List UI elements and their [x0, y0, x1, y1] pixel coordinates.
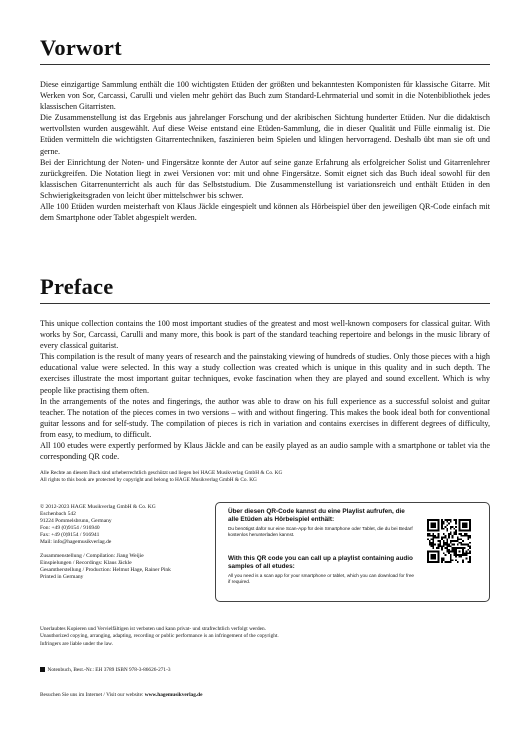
vorwort-rule	[40, 64, 490, 65]
preface-paragraph-2: This compilation is the result of many years of research and the painstaking viewing of hundreds of studies. Only those pieces with a high educational value were selected. In this way a study collection was created which is unique in this quality and in such depth. The exercises illustrate the most important guitar techniques, evoke fascination when they are played and sound excellent. Which is why people like practising them often.	[40, 352, 490, 395]
credit-production: Gesamtherstellung / Production: Helmut Hage, Rainer Pink	[40, 567, 171, 574]
qr-en-title: With this QR code you can call up a playlist containing audio samples of all etudes:	[228, 555, 413, 571]
vorwort-body	[40, 79, 490, 223]
square-bullet-icon	[40, 667, 45, 672]
credit-compilation: Zusammenstellung / Compilation: Jiang Weijie	[40, 553, 144, 560]
publisher-copyright: © 2012-2023 HAGE Musikverlag GmbH & Co. KG	[40, 504, 156, 510]
preface-heading: Preface	[40, 274, 114, 299]
publisher-street: Eschenbach 542	[40, 511, 76, 518]
website-line	[40, 692, 202, 699]
publisher-phone: Fon: +49 (0)9154 / 916940	[40, 525, 100, 532]
publisher-city: 91224 Pommelsbrunn, Germany	[40, 518, 112, 525]
catalog-line	[40, 667, 171, 674]
rights-notice	[40, 470, 495, 485]
visit-text: Besuchen Sie uns im Internet / Visit our website:	[40, 692, 144, 698]
catalog-text: Notenbuch, Best.-Nr.: EH 3789 ISBN 978-3-86626-271-3	[47, 667, 171, 674]
website-link[interactable]: www.hagemusikverlag.de	[144, 692, 203, 698]
copy-warning-en: Unauthorized copying, arranging, adapting, recording or public performance is an infringement of the copyright.	[40, 633, 279, 640]
copy-warning-de: Unerlaubtes Kopieren und Vervielfältigen ist verboten und kann privat- und strafrechtlich verfolgt werden.	[40, 626, 266, 632]
preface-paragraph-3: In the arrangements of the notes and fingerings, the author was able to draw on his full experience as a successful soloist and guitar teacher. The notation of the pieces comes in two versions – with and without fingering. This makes the book ideal both for conventional guitar lessons and for self-study. The compilation of pieces is rich in variation and contains exercises in different degrees of difficulty, from easy, to medium, to difficult.	[40, 396, 490, 439]
qr-playlist-box	[215, 502, 490, 602]
copy-warning-liable: Infringers are liable under the law.	[40, 640, 113, 647]
vorwort-paragraph-2: Die Zusammenstellung ist das Ergebnis aus jahrelanger Forschung und der akribischen Sichtung hunderter Etüden. Nur die didaktisch wertvollsten wurden ausgewählt. Auf diese Weise entstand eine Etüden-Sammlung, die in dieser Qualität und Fülle einmalig ist. Die Etüden vermitteln die wichtigsten Gitarrentechniken, faszinieren beim Spielen und klingen hervorragend. Deshalb übt man sie oft und gerne.	[40, 113, 490, 156]
rights-de: Alle Rechte an diesem Buch sind urheberrechtlich geschützt und liegen bei HAGE Musikverlag GmbH & Co. KG	[40, 470, 283, 476]
vorwort-paragraph-3: Bei der Einrichtung der Noten- und Fingersätze konnte der Autor auf seine ganze Erfahrung als erfolgreicher Solist und Gitarrenlehrer zurückgreifen. Die Notation liegt in zwei Versionen vor: mit und ohne Fingersätze. Somit eignet sich das Buch ideal sowohl für den klassischen Gitarrenunterricht als auch für das Selbststudium. Die Zusammenstellung ist variationsreich und enthält Etüden in den Schwierigkeitsgraden von leicht über mittelschwer bis schwer.	[40, 157, 490, 200]
qr-en-subtitle: All you need is a scan app for your smartphone or tablet, which you can download for free if required.	[228, 573, 415, 585]
publisher-info	[40, 504, 210, 581]
vorwort-paragraph-1: Diese einzigartige Sammlung enthält die 100 wichtigsten Etüden der größten und bekanntesten Komponisten für klassische Gitarre. Mit Werken von Sor, Carcassi, Carulli und vielen mehr gehört das Buch zum Standard-Lehrmaterial und somit in die Notenbibliothek jedes klassischen Gitarristen.	[40, 80, 490, 112]
credit-recordings: Einspielungen / Recordings: Klaus Jäckle	[40, 560, 132, 567]
preface-paragraph-1: This unique collection contains the 100 most important studies of the greatest and most well-known composers for classical guitar. With works by Sor, Carcassi, Carulli and many more, this book is part of the standard teaching repertoire and belongs in the music library of every classical guitarist.	[40, 319, 490, 351]
vorwort-heading: Vorwort	[40, 35, 122, 60]
publisher-mail: Mail: info@hagemusikverlag.de	[40, 539, 112, 546]
qr-de-subtitle: Du benötigst dafür nur eine Scan-App für dein Smartphone oder Tablet, die du bei Bedarf kostenlos herunterladen kannst.	[228, 526, 413, 538]
copy-warning	[40, 626, 495, 648]
printed-in: Printed in Germany	[40, 574, 84, 581]
preface-paragraph-4: All 100 etudes were expertly performed by Klaus Jäckle and can be easily played as an audio sample with a smartphone or tablet via the corresponding QR code.	[40, 441, 490, 462]
qr-code-icon[interactable]	[427, 519, 471, 563]
publisher-fax: Fax: +49 (0)9154 / 916941	[40, 532, 100, 539]
rights-en: All rights to this book are protected by copyright and belong to HAGE Musikverlag GmbH & Co. KG	[40, 477, 257, 484]
preface-body	[40, 318, 490, 462]
vorwort-paragraph-4: Alle 100 Etüden wurden meisterhaft von Klaus Jäckle eingespielt und können als Hörbeispiel über den jeweiligen QR-Code einfach mit dem Smartphone oder Tablet abgespielt werden.	[40, 202, 490, 223]
preface-rule	[40, 303, 490, 304]
qr-de-title: Über diesen QR-Code kannst du eine Playlist aufrufen, die alle Etüden als Hörbeispiel enthält:	[228, 508, 405, 524]
